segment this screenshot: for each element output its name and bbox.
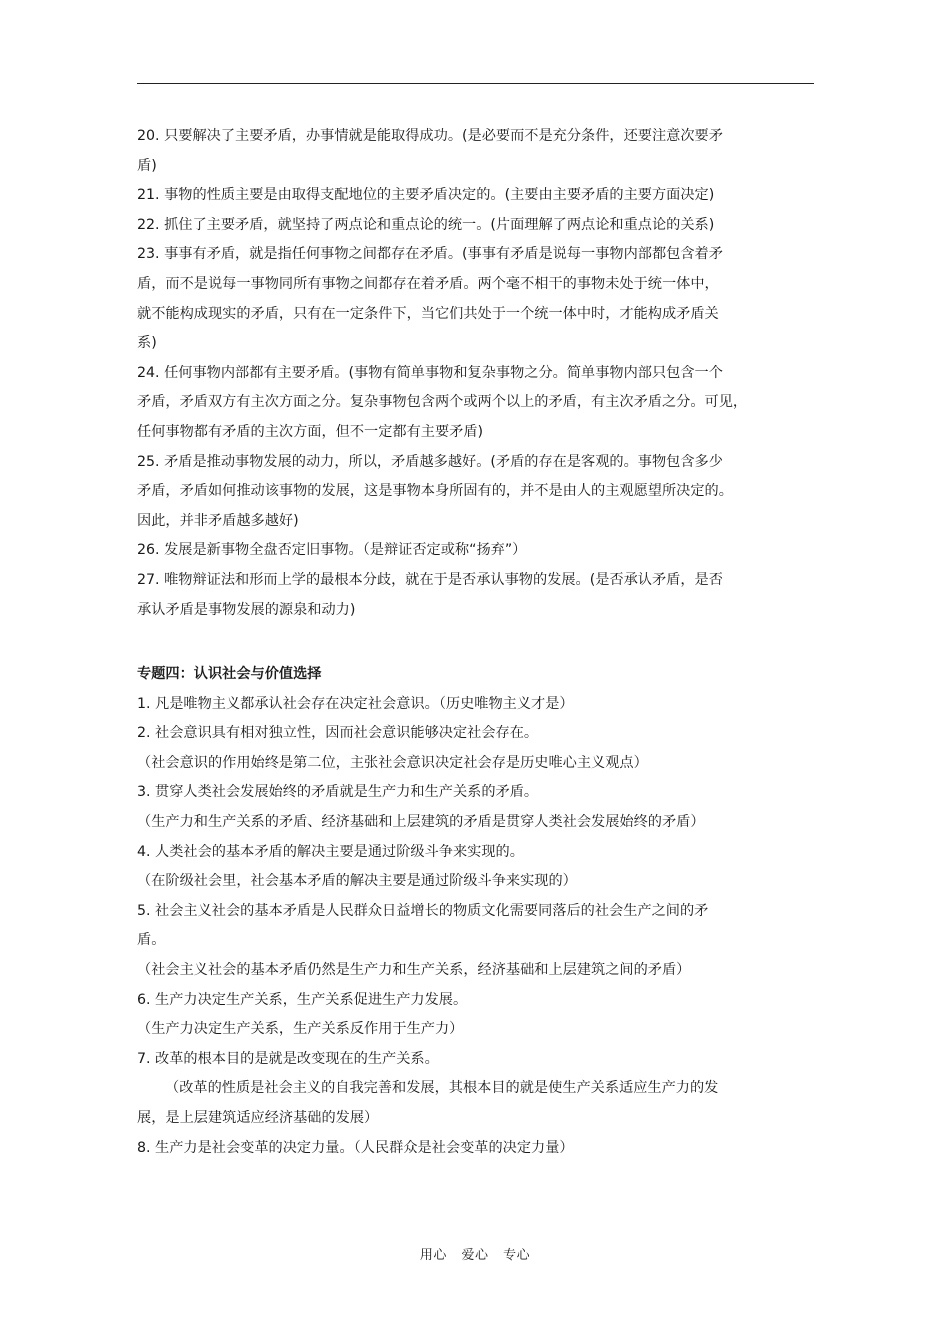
list-item: 因此，并非矛盾越多越好) (137, 512, 299, 529)
list-item: 展，是上层建筑适应经济基础的发展） (137, 1110, 379, 1126)
section-4-list (137, 690, 827, 1164)
list-item: 5. 社会主义社会的基本矛盾是人民群众日益增长的物质文化需要同落后的社会生产之间的矛 (137, 902, 709, 919)
list-item: 25. 矛盾是推动事物发展的动力，所以，矛盾越多越好。(矛盾的存在是客观的。事物包含多少 (137, 453, 723, 470)
list-item: 盾，而不是说每一事物同所有事物之间都存在着矛盾。两个毫不相干的事物未处于统一体中， (137, 275, 719, 292)
list-item: 盾) (137, 157, 157, 174)
page-footer: 用心 爱心 专心 (419, 1248, 531, 1263)
list-item: 矛盾，矛盾如何推动该事物的发展，这是事物本身所固有的，并不是由人的主观愿望所决定的。 (137, 483, 733, 500)
list-item: 8. 生产力是社会变革的决定力量。（人民群众是社会变革的决定力量） (137, 1139, 574, 1156)
list-item: 就不能构成现实的矛盾，只有在一定条件下，当它们共处于一个统一体中时，才能构成矛盾关 (137, 305, 719, 322)
list-item: 26. 发展是新事物全盘否定旧事物。（是辩证否定或称“扬弃”） (137, 542, 527, 559)
list-item: 矛盾，矛盾双方有主次方面之分。复杂事物包含两个或两个以上的矛盾，有主次矛盾之分。可见， (137, 394, 748, 411)
section-3-list (137, 122, 827, 625)
list-item: （在阶级社会里，社会基本矛盾的解决主要是通过阶级斗争来实现的） (137, 873, 577, 890)
list-item: 4. 人类社会的基本矛盾的解决主要是通过阶级斗争来实现的。 (137, 843, 524, 860)
list-item: 21. 事物的性质主要是由取得支配地位的主要矛盾决定的。(主要由主要矛盾的主要方面决定) (137, 187, 715, 204)
list-item: （社会主义社会的基本矛盾仍然是生产力和生产关系，经济基础和上层建筑之间的矛盾） (137, 962, 691, 979)
list-item: （生产力决定生产关系，生产关系反作用于生产力） (137, 1021, 464, 1038)
list-item: 任何事物都有矛盾的主次方面，但不一定都有主要矛盾) (137, 423, 484, 440)
section-title: 专题四：认识社会与价值选择 (137, 666, 322, 683)
list-item: 22. 抓住了主要矛盾，就坚持了两点论和重点论的统一。(片面理解了两点论和重点论的关系) (137, 216, 715, 233)
list-item: 6. 生产力决定生产关系，生产关系促进生产力发展。 (137, 991, 468, 1008)
section-gap (137, 625, 827, 660)
list-item: （生产力和生产关系的矛盾、经济基础和上层建筑的矛盾是贯穿人类社会发展始终的矛盾） (137, 814, 705, 831)
header-rule (137, 83, 814, 84)
list-item: 系) (137, 335, 157, 352)
list-item: 23. 事事有矛盾，就是指任何事物之间都存在矛盾。(事事有矛盾是说每一事物内部都包含着矛 (137, 246, 723, 263)
document-body (137, 122, 827, 1163)
list-item: 2. 社会意识具有相对独立性，因而社会意识能够决定社会存在。 (137, 725, 539, 742)
list-item: 1. 凡是唯物主义都承认社会存在决定社会意识。（历史唯物主义才是） (137, 695, 574, 712)
list-item: （社会意识的作用始终是第二位，主张社会意识决定社会存是历史唯心主义观点） (137, 754, 648, 771)
list-item: 24. 任何事物内部都有主要矛盾。(事物有简单事物和复杂事物之分。简单事物内部只包含一个 (137, 364, 723, 381)
list-item: （改革的性质是社会主义的自我完善和发展，其根本目的就是使生产关系适应生产力的发 (165, 1080, 719, 1097)
list-item: 20. 只要解决了主要矛盾，办事情就是能取得成功。(是必要而不是充分条件，还要注意次要矛 (137, 128, 723, 144)
list-item: 盾。 (137, 932, 166, 949)
list-item: 27. 唯物辩证法和形而上学的最根本分歧，就在于是否承认事物的发展。(是否承认矛盾，是否 (137, 571, 723, 588)
list-item: 3. 贯穿人类社会发展始终的矛盾就是生产力和生产关系的矛盾。 (137, 784, 539, 801)
list-item: 7. 改革的根本目的是就是改变现在的生产关系。 (137, 1050, 439, 1067)
list-item: 承认矛盾是事物发展的源泉和动力) (137, 601, 356, 618)
